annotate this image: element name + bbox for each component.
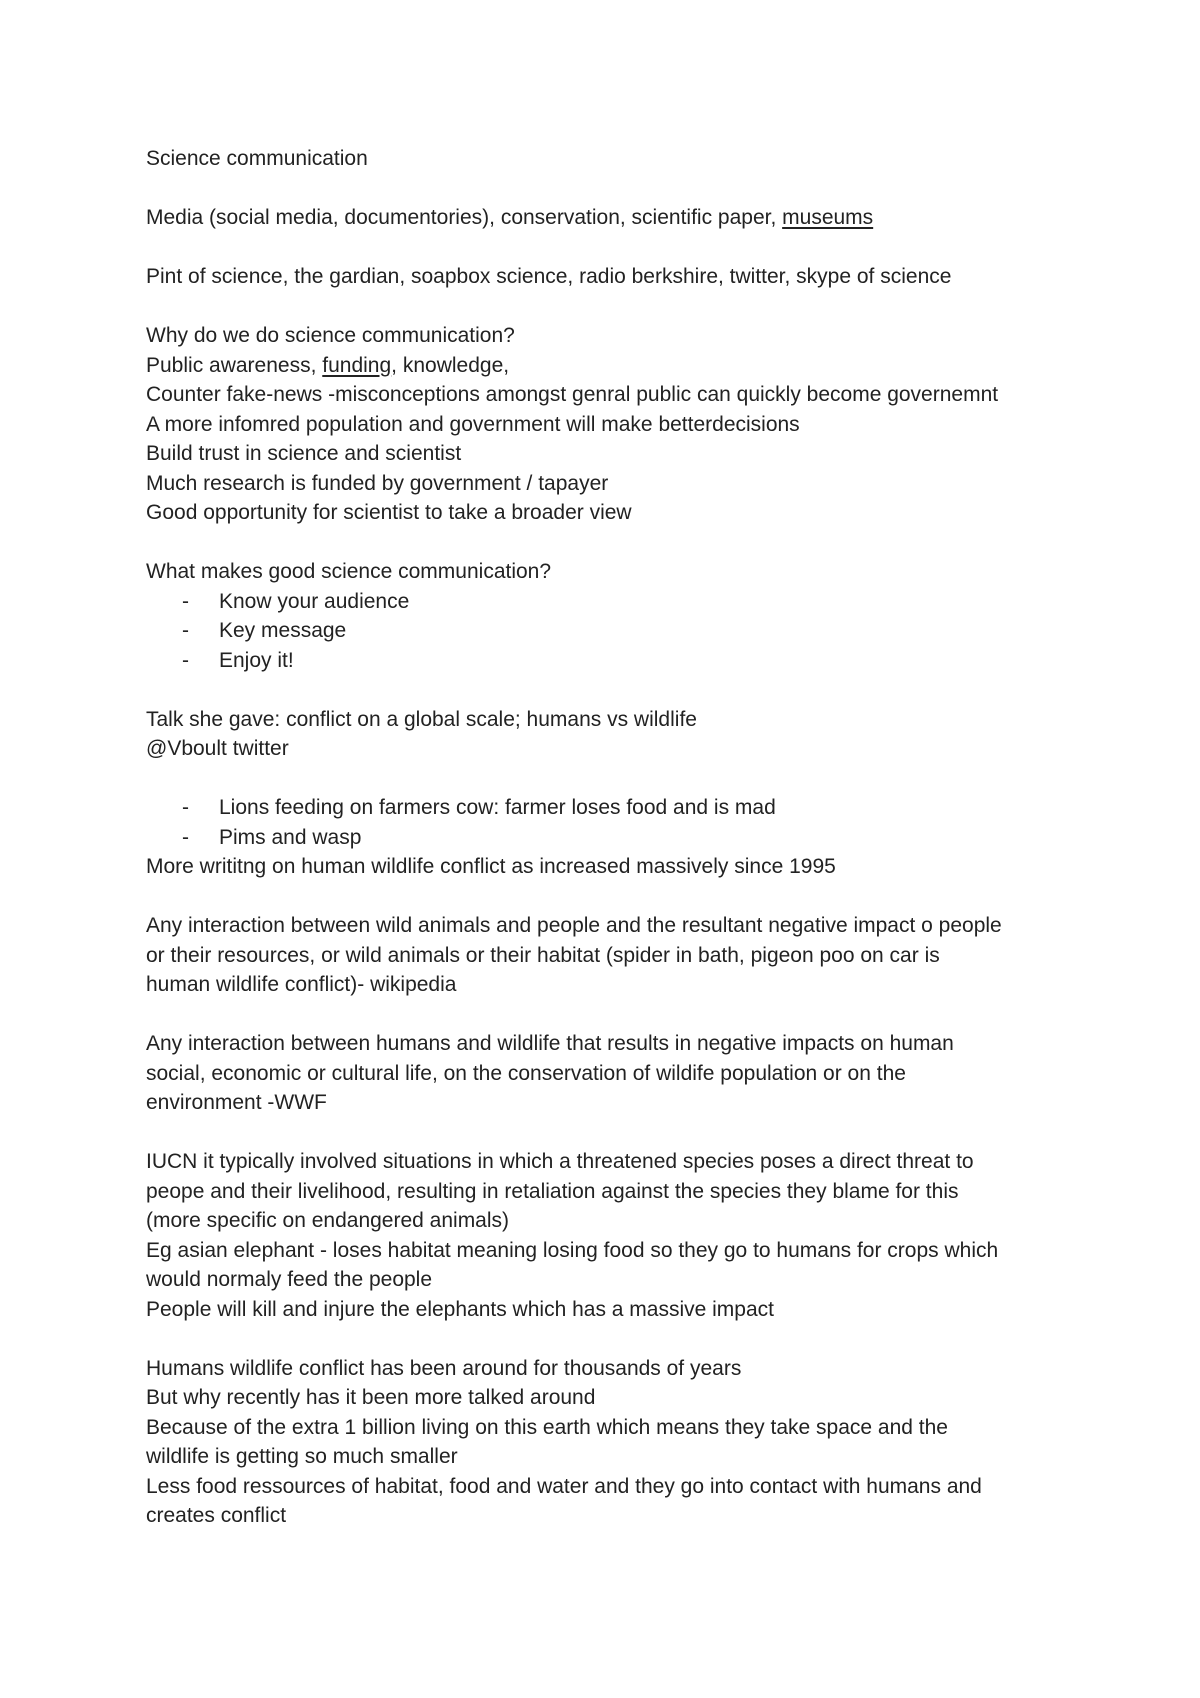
paragraph-line: People will kill and injure the elephants which has a massive impact: [146, 1297, 774, 1321]
why-line: Good opportunity for scientist to take a broader view: [146, 501, 632, 524]
paragraph-line: environment -WWF: [146, 1091, 327, 1114]
iucn-paragraph: [146, 1147, 1086, 1324]
media-line: [146, 203, 1086, 233]
media-text: Media (social media, documentories), conservation, scientific paper,: [146, 206, 783, 229]
wikipedia-definition: [146, 911, 1086, 1000]
spacer: [146, 233, 1086, 263]
awareness-pre: Public awareness,: [146, 353, 323, 377]
bullet-dash: -: [182, 825, 189, 849]
funding-underlined: funding: [322, 353, 392, 377]
awareness-line: [146, 351, 1086, 381]
paragraph-line: IUCN it typically involved situations in which a threatened species poses a direct threat to: [146, 1150, 974, 1173]
talk-line: Talk she gave: conflict on a global scale; humans vs wildlife: [146, 707, 697, 731]
bullet-dash: -: [182, 648, 189, 672]
paragraph-line: creates conflict: [146, 1504, 287, 1527]
list-item-text: Lions feeding on farmers cow: farmer loses food and is mad: [219, 796, 776, 819]
list-item: [146, 616, 1086, 646]
talk-after-line: More writitng on human wildlife conflict as increased massively since 1995: [146, 855, 836, 878]
paragraph-line: Any interaction between wild animals and people and the resultant negative impact o people: [146, 914, 1002, 937]
list-item-text: Pims and wasp: [219, 825, 362, 849]
paragraph-line: peope and their livelihood, resulting in retaliation against the species they blame for this: [146, 1179, 959, 1203]
paragraph-line: (more specific on endangered animals): [146, 1209, 510, 1232]
why-line: Counter fake-news -misconceptions amongst genral public can quickly become governemnt: [146, 383, 999, 406]
spacer: [146, 882, 1086, 912]
paragraph-line: Humans wildlife conflict has been around for thousands of years: [146, 1356, 742, 1380]
spacer: [146, 1000, 1086, 1030]
paragraph-line: Because of the extra 1 billion living on this earth which means they take space and the: [146, 1415, 948, 1439]
spacer: [146, 1324, 1086, 1354]
document-title: Science communication: [146, 147, 368, 170]
spacer: [146, 675, 1086, 705]
wwf-definition: [146, 1029, 1086, 1118]
good-question: What makes good science communication?: [146, 560, 552, 583]
paragraph-line: wildlife is getting so much smaller: [146, 1445, 458, 1468]
spacer: [146, 528, 1086, 558]
list-item-text: Enjoy it!: [219, 648, 294, 672]
outlets-line: Pint of science, the gardian, soapbox science, radio berkshire, twitter, skype of science: [146, 265, 952, 288]
paragraph-line: Eg asian elephant - loses habitat meaning losing food so they go to humans for crops which: [146, 1238, 999, 1262]
spacer: [146, 174, 1086, 204]
awareness-post: , knowledge,: [391, 353, 510, 377]
twitter-handle: @Vboult twitter: [146, 737, 289, 760]
list-item-text: Key message: [219, 619, 347, 642]
document-page: [146, 144, 1086, 1531]
list-item: [146, 823, 1086, 853]
paragraph-line: social, economic or cultural life, on the conservation of wildife population or on the: [146, 1061, 906, 1085]
paragraph-line: Less food ressources of habitat, food and water and they go into contact with humans and: [146, 1474, 982, 1498]
spacer: [146, 1118, 1086, 1148]
history-paragraph: [146, 1354, 1086, 1531]
bullet-dash: -: [182, 589, 189, 613]
list-item: [146, 646, 1086, 676]
paragraph-line: or their resources, or wild animals or their habitat (spider in bath, pigeon poo on car is: [146, 943, 940, 967]
list-item: [146, 793, 1086, 823]
list-item: [146, 587, 1086, 617]
spacer: [146, 292, 1086, 322]
bullet-dash: -: [182, 796, 189, 819]
why-line: Much research is funded by government / tapayer: [146, 471, 609, 495]
why-line: Build trust in science and scientist: [146, 442, 462, 465]
paragraph-line: human wildlife conflict)- wikipedia: [146, 973, 457, 996]
why-question: Why do we do science communication?: [146, 324, 515, 347]
list-item-text: Know your audience: [219, 589, 410, 613]
paragraph-line: Any interaction between humans and wildlife that results in negative impacts on human: [146, 1032, 954, 1055]
museums-underlined: museums: [782, 206, 874, 229]
paragraph-line: But why recently has it been more talked around: [146, 1386, 596, 1409]
bullet-dash: -: [182, 619, 189, 642]
paragraph-line: would normaly feed the people: [146, 1268, 433, 1291]
spacer: [146, 764, 1086, 794]
why-line: A more infomred population and government will make betterdecisions: [146, 412, 800, 436]
